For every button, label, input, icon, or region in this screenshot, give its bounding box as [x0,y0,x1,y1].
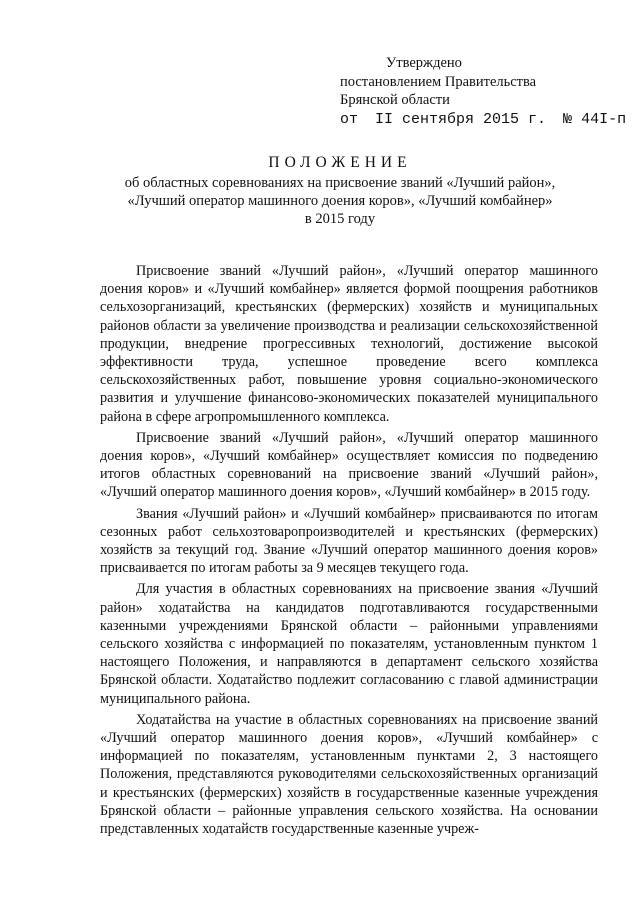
document-title [100,154,580,228]
approval-line-approved: Утверждено [386,55,462,71]
approval-line-resolution: постановлением Правительства [340,73,537,90]
paragraph: Для участия в областных соревнованиях на присвоение звания «Лучший район» ходатайства на кандидатов подготавливаются государственными казенными учреждениями Брянской области – районными управлениями сельского хозяйства с информацией по показателям, установленным пунктом 1 настоящего Положения, и направляются в департамент сельского хозяйства Брянской области. Ходатайство подлежит согласованию с главой администрации муниципального района. [100,581,598,707]
decree-prefix: от [340,110,359,128]
title-line-3: в 2015 году [304,211,376,227]
paragraph: Присвоение званий «Лучший район», «Лучший оператор машинного доения коров», «Лучший комбайнер» осуществляет комиссия по подведению итогов областных соревнований на присвоение званий «Лучший район», «Лучший оператор машинного доения коров», «Лучший комбайнер» в 2015 году. [100,429,598,501]
decree-number: № 44I-п [563,110,627,128]
title-line-2: «Лучший оператор машинного доения коров», «Лучший комбайнер» [127,193,553,209]
decree-date: II сентября 2015 г. [375,110,547,128]
approval-stamp [340,54,634,129]
paragraph: Ходатайства на участие в областных соревнованиях на присвоение званий «Лучший оператор машинного доения коров», «Лучший комбайнер» с информацией по показателям, установленным пунктами 2, 3 настоящего Положения, представляются руководителями сельскохозяйственных организаций и крестьянских (фермерских) хозяйств в государственные казенные учреждения Брянской области – районные управления сельского хозяйства. На основании представленных ходатайств государственные казенные учреж- [100,711,598,838]
paragraph: Звания «Лучший район» и «Лучший комбайнер» присваиваются по итогам сезонных работ сельхозтоваропроизводителей и крестьянских (фермерских) хозяйств за текущий год. Звание «Лучший оператор машинного доения коров» присваивается по итогам работы за 9 месяцев текущего года. [100,505,598,577]
document-body [100,262,598,841]
title-line-1: об областных соревнованиях на присвоение званий «Лучший район», [124,175,556,191]
approval-line-region: Брянской области [340,92,450,108]
decree-line [340,111,634,130]
title-heading: ПОЛОЖЕНИЕ [268,154,412,171]
paragraph: Присвоение званий «Лучший район», «Лучший оператор машинного доения коров» и «Лучший комбайнер» является формой поощрения работников сельхозорганизаций, крестьянских (фермерских) хозяйств и муниципальных районов области за увеличение производства и реализации сельскохозяйственной продукции, внедрение прогрессивных технологий, достижение высокой эффективности труда, успешное проведение всего комплекса сельскохозяйственных работ, повышение уровня социально-экономического развития и улучшение финансово-экономических показателей муниципального района в сфере агропромышленного комплекса. [100,263,598,425]
